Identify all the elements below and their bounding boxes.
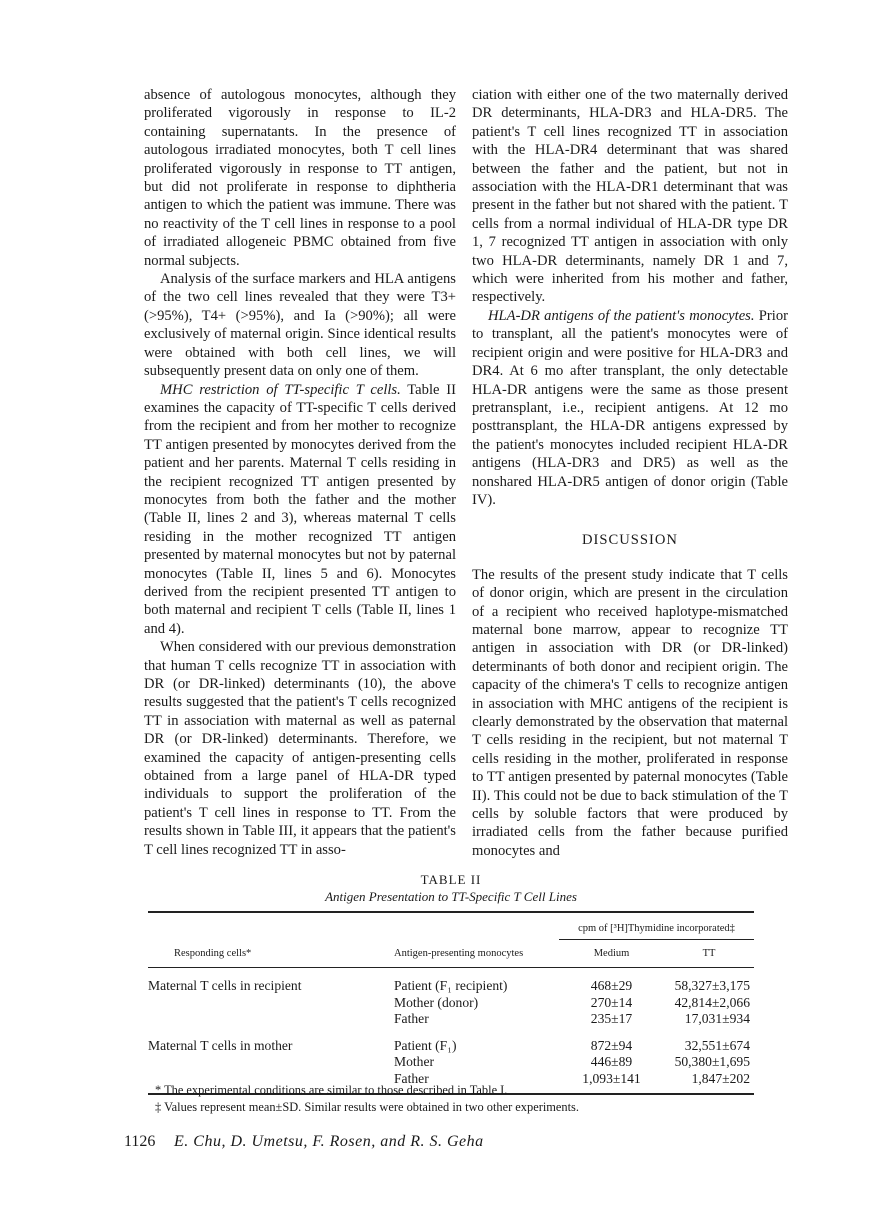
paragraph: ciation with either one of the two maternally derived DR determinants, HLA-DR3 and HLA-DR5. The patient's T cell lines recognized TT in association with the HLA-DR4 determinant that was shared between the father and the patient, but not in association with the HLA-DR1 determinant that was present in the father but not shared with the patient. T cells from a normal individual of HLA-DR type DR 1, 7 recognized TT antigen in association with only two HLA-DR determinants, namely DR 1 and 7, which were inherited from his mother and father, respectively. — [472, 87, 788, 306]
spanning-header: cpm of [³H]Thymidine incorporated‡ — [559, 912, 754, 940]
footnote: ‡ Values represent mean±SD. Similar results were obtained in two other experiments. — [155, 1100, 579, 1114]
running-authors: E. Chu, D. Umetsu, F. Rosen, and R. S. Geha — [174, 1133, 484, 1150]
tt-cell: 50,380±1,695 — [674, 1054, 750, 1069]
right-column — [472, 86, 788, 860]
page-footer — [124, 1133, 484, 1151]
medium-cell: 1,093±141 — [582, 1070, 641, 1086]
column-header: Medium — [559, 940, 664, 968]
paragraph — [472, 307, 788, 509]
data-table — [148, 911, 754, 1095]
medium-cell: 235±17 — [590, 1011, 633, 1026]
page-number: 1126 — [124, 1133, 156, 1150]
column-header: Antigen-presenting monocytes — [394, 940, 559, 968]
medium-cell: 446±89 — [590, 1054, 633, 1069]
table-row — [148, 995, 754, 1012]
paragraph-text: Table II examines the capacity of TT-specific T cells derived from the recipient and from her mother to recognize TT antigen presented by monocytes derived from the patient and her parents. Maternal T cells residing in the recipient recognized TT antigen presented by monocytes from both the father and the mother (Table II, lines 2 and 3), whereas maternal T cells residing in the mother recognized TT antigen presented by maternal monocytes but not by paternal monocytes (Table II, lines 5 and 6). Monocytes derived from the recipient presented TT antigen to both maternal and recipient T cells (Table II, lines 1 and 4). — [144, 381, 456, 637]
apc-cell: Mother — [394, 1054, 435, 1069]
tt-cell: 17,031±934 — [684, 1011, 750, 1026]
tt-cell: 58,327±3,175 — [674, 978, 750, 993]
medium-cell: 872±94 — [590, 1037, 633, 1053]
apc-cell: Patient (F₁ recipient) — [394, 978, 508, 993]
responding-cells: Maternal T cells in mother — [148, 1037, 293, 1053]
tt-cell: 32,551±674 — [684, 1037, 750, 1053]
table-row — [148, 1054, 754, 1071]
table-ii — [148, 872, 754, 1095]
medium-cell: 468±29 — [590, 978, 633, 993]
table-row — [148, 1028, 754, 1055]
paragraph: The results of the present study indicate that T cells of donor origin, which are present in the circulation of a recipient who received haplotype-mismatched maternal bone marrow, appear to recognize TT antigen in association with DR (or DR-linked) determinants of both donor and recipient origin. The capacity of the chimera's T cells to recognize antigen in association with MHC antigens of the recipient is clearly demonstrated by the observation that maternal T cells residing in the recipient, but not maternal T cells residing in the mother, proliferated in response to TT antigen presented by paternal monocytes (Table II). This could not be due to back stimulation of the T cells by soluble factors that were produced by irradiated cells from the father because purified monocytes and — [472, 566, 788, 859]
footnote: * The experimental conditions are similar to those described in Table I. — [155, 1083, 508, 1097]
column-header: TT — [664, 940, 754, 968]
section-heading: DISCUSSION — [582, 532, 678, 549]
table-caption: Antigen Presentation to TT-Specific T Cell Lines — [325, 889, 577, 904]
responding-cells: Maternal T cells in recipient — [148, 978, 302, 993]
apc-cell: Father — [394, 1070, 429, 1086]
paragraph: When considered with our previous demonstration that human T cells recognize TT in association with DR (or DR-linked) determinants (10), the above results suggested that the patient's T cells recognized TT in association with maternal as well as paternal DR (or DR-linked) determinants. Therefore, we examined the capacity of antigen-presenting cells obtained from a large panel of HLA-DR typed individuals to support the proliferation of the patient's T cell lines in response to TT. From the results shown in Table III, it appears that the patient's T cell lines recognized TT in asso- — [144, 639, 456, 858]
table-row — [148, 1011, 754, 1028]
apc-cell: Patient (F₁) — [394, 1037, 457, 1053]
apc-cell: Father — [394, 1011, 429, 1026]
tt-cell: 1,847±202 — [691, 1070, 750, 1086]
column-header: Responding cells* — [148, 940, 394, 968]
medium-cell: 270±14 — [590, 994, 633, 1010]
table-title: TABLE II — [420, 872, 482, 887]
run-in-heading: MHC restriction of TT-specific T cells. — [160, 381, 401, 398]
table-row — [148, 968, 754, 995]
paragraph: absence of autologous monocytes, although they proliferated vigorously in response to IL-2 containing supernatants. In the presence of autologous irradiated monocytes, both T cell lines proliferated vigorously in response to TT antigen, but did not proliferate in response to diphtheria antigen to which the patient was immune. There was no reactivity of the T cell lines in response to a pool of irradiated allogeneic PBMC obtained from five normal subjects. — [144, 87, 456, 269]
paragraph: Analysis of the surface markers and HLA antigens of the two cell lines revealed that they were T3+ (>95%), T4+ (>95%), and Ia (>90%); all were exclusively of maternal origin. Since identical results were obtained with both cell lines, we will subsequently present data on only one of them. — [144, 271, 456, 380]
apc-cell: Mother (donor) — [394, 994, 479, 1010]
paragraph — [144, 381, 456, 639]
paragraph-text: Prior to transplant, all the patient's monocytes were of recipient origin and were positive for HLA-DR3 and DR4. At 6 mo after transplant, the only detectable HLA-DR antigens were the same as those present pretransplant, i.e., recipient antigens. At 12 mo posttransplant, the HLA-DR antigens expressed by the patient's monocytes included recipient HLA-DR antigens (HLA-DR3 and DR5) as well as the nonshared HLA-DR5 antigen of donor origin (Table IV). — [472, 307, 788, 508]
left-column — [144, 86, 456, 859]
table-footnotes — [148, 1082, 579, 1116]
run-in-heading: HLA-DR antigens of the patient's monocytes. — [488, 307, 755, 324]
tt-cell: 42,814±2,066 — [674, 994, 750, 1010]
